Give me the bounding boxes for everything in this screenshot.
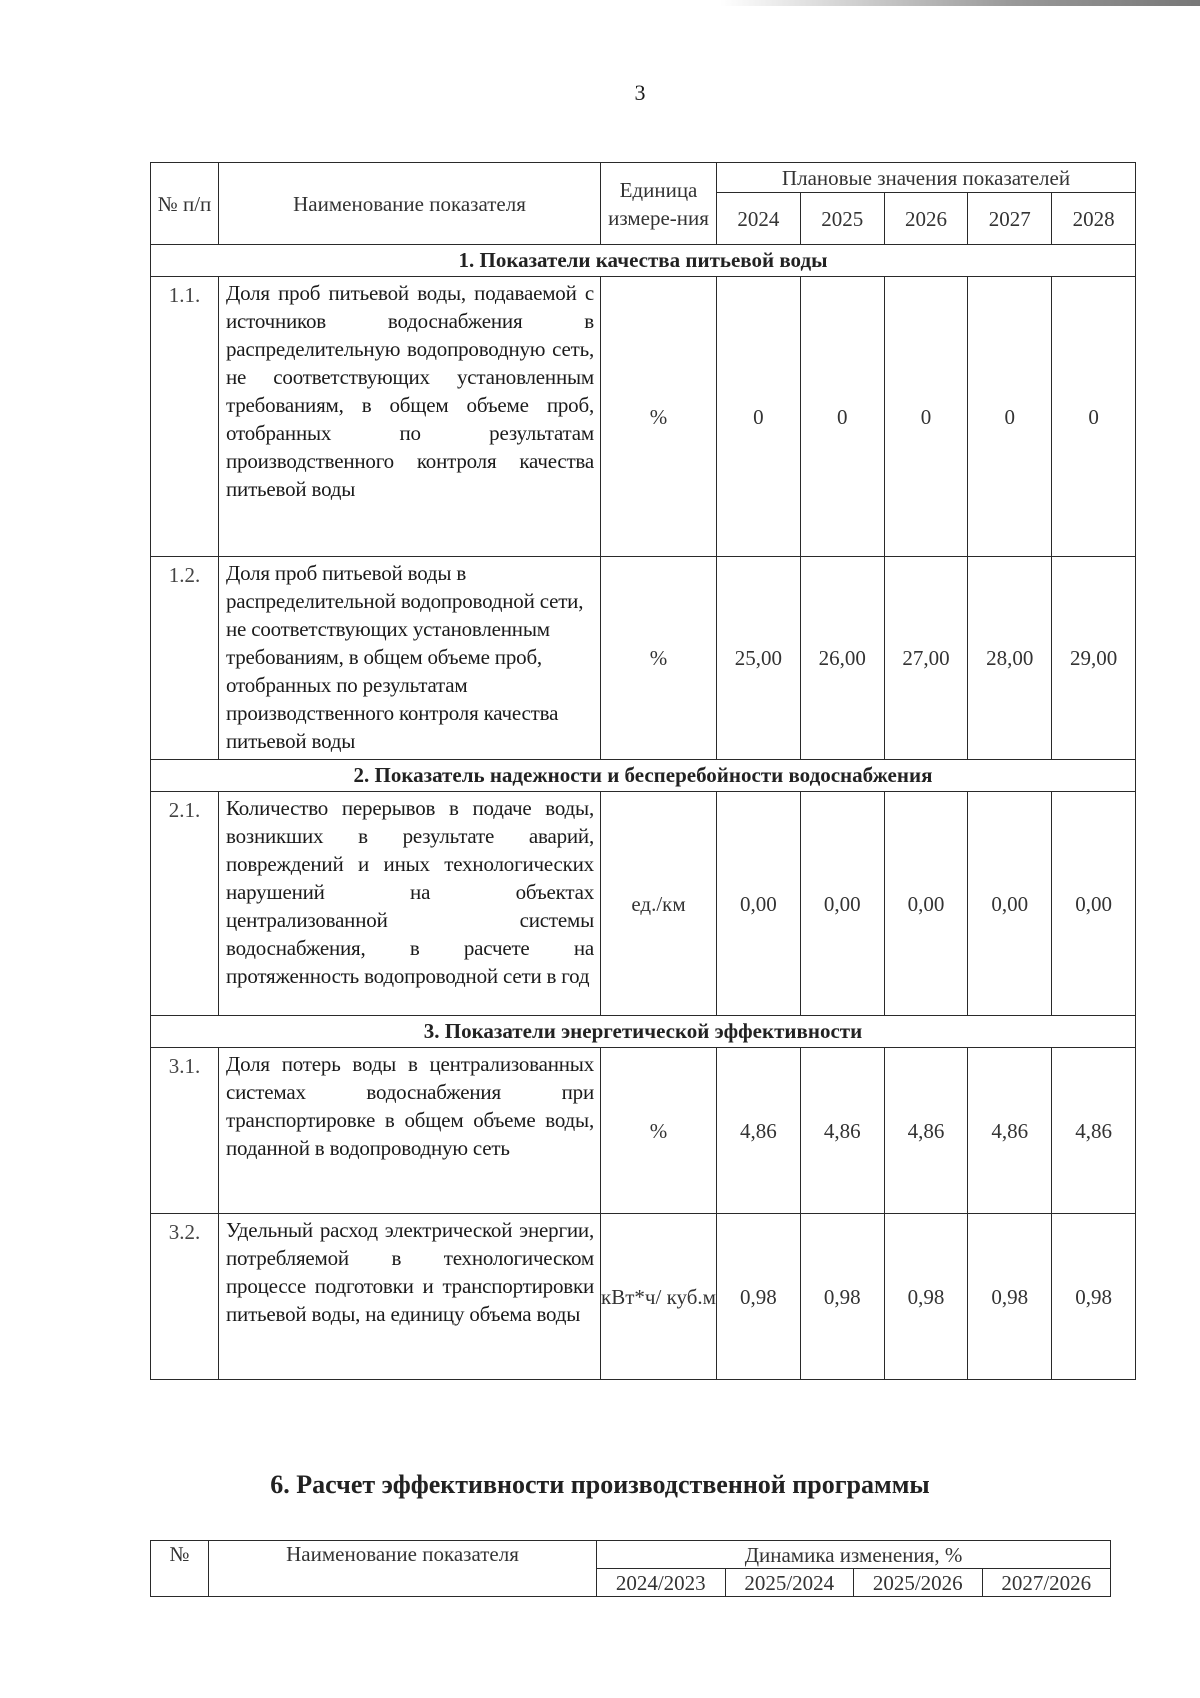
- value-cell: 26,00: [800, 557, 884, 760]
- value-cell: 0: [1052, 277, 1136, 557]
- value-cell: 0,00: [884, 792, 968, 1016]
- value-cell: 27,00: [884, 557, 968, 760]
- header-year: 2028: [1052, 193, 1136, 245]
- table-row: [151, 1214, 1136, 1380]
- unit-cell: %: [601, 277, 717, 557]
- value-cell: 4,86: [717, 1048, 801, 1214]
- section-title: 3. Показатели энергетической эффективности: [151, 1016, 1136, 1048]
- value-cell: 0,00: [800, 792, 884, 1016]
- table-row: [151, 1048, 1136, 1214]
- value-cell: 0,98: [968, 1214, 1052, 1380]
- section-title: 1. Показатели качества питьевой воды: [151, 245, 1136, 277]
- header-name: Наименование показателя: [219, 163, 601, 245]
- value-cell: 4,86: [800, 1048, 884, 1214]
- unit-cell: кВт*ч/ куб.м: [601, 1214, 717, 1380]
- page-number: 3: [634, 80, 646, 105]
- row-num: 3.1.: [151, 1048, 219, 1214]
- efficiency-header-name: Наименование показателя: [209, 1541, 597, 1597]
- value-cell: 4,86: [884, 1048, 968, 1214]
- period-header: 2027/2026: [982, 1569, 1111, 1597]
- value-cell: 25,00: [717, 557, 801, 760]
- value-cell: 0,98: [800, 1214, 884, 1380]
- value-cell: 0: [800, 277, 884, 557]
- header-num: № п/п: [151, 163, 219, 245]
- header-unit: Единица измере-ния: [601, 163, 717, 245]
- indicator-name: Доля проб питьевой воды в распределительной водопроводной сети, не соответствующих установленным требованиям, в общем объеме проб, отобранных по результатам производственного контроля качества питьевой воды: [219, 557, 601, 760]
- period-header: 2024/2023: [597, 1569, 726, 1597]
- value-cell: 0,98: [884, 1214, 968, 1380]
- value-cell: 4,86: [968, 1048, 1052, 1214]
- header-year: 2024: [717, 193, 801, 245]
- section-title: 2. Показатель надежности и бесперебойности водоснабжения: [151, 760, 1136, 792]
- header-year: 2027: [968, 193, 1052, 245]
- value-cell: 0,00: [968, 792, 1052, 1016]
- value-cell: 0: [717, 277, 801, 557]
- row-num: 1.2.: [151, 557, 219, 760]
- header-planned-values: Плановые значения показателей: [717, 163, 1136, 193]
- unit-cell: %: [601, 557, 717, 760]
- header-year: 2026: [884, 193, 968, 245]
- table-row: [151, 277, 1136, 557]
- efficiency-header-dynamics: Динамика изменения, %: [597, 1541, 1111, 1569]
- value-cell: 0,98: [717, 1214, 801, 1380]
- unit-cell: ед./км: [601, 792, 717, 1016]
- value-cell: 0,00: [717, 792, 801, 1016]
- header-year: 2025: [800, 193, 884, 245]
- row-num: 1.1.: [151, 277, 219, 557]
- value-cell: 0: [968, 277, 1052, 557]
- unit-cell: %: [601, 1048, 717, 1214]
- value-cell: 0: [884, 277, 968, 557]
- value-cell: 28,00: [968, 557, 1052, 760]
- value-cell: 29,00: [1052, 557, 1136, 760]
- table-row: [151, 792, 1136, 1016]
- period-header: 2025/2026: [854, 1569, 983, 1597]
- row-num: 3.2.: [151, 1214, 219, 1380]
- value-cell: 0,98: [1052, 1214, 1136, 1380]
- row-num: 2.1.: [151, 792, 219, 1016]
- section-heading: 6. Расчет эффективности производственной программы: [270, 1470, 930, 1499]
- value-cell: 4,86: [1052, 1048, 1136, 1214]
- table-row: [151, 557, 1136, 760]
- scan-edge-artifact: [720, 0, 1200, 6]
- indicator-name: Удельный расход электрической энергии, потребляемой в технологическом процессе подготовки и транспортировки питьевой воды, на единицу объема воды: [219, 1214, 601, 1380]
- efficiency-header-num: №: [151, 1541, 209, 1597]
- indicators-table: [150, 162, 1136, 1380]
- value-cell: 0,00: [1052, 792, 1136, 1016]
- indicator-name: Количество перерывов в подаче воды, возникших в результате аварий, повреждений и иных технологических нарушений на объектах централизованной системы водоснабжения, в расчете на протяженность водопроводной сети в год: [219, 792, 601, 1016]
- indicator-name: Доля потерь воды в централизованных системах водоснабжения при транспортировке в общем объеме воды, поданной в водопроводную сеть: [219, 1048, 601, 1214]
- efficiency-table: [150, 1540, 1111, 1597]
- indicator-name: Доля проб питьевой воды, подаваемой с источников водоснабжения в распределительную водопроводную сеть, не соответствующих установленным требованиям, в общем объеме проб, отобранных по результатам производственного контроля качества питьевой воды: [219, 277, 601, 557]
- period-header: 2025/2024: [725, 1569, 854, 1597]
